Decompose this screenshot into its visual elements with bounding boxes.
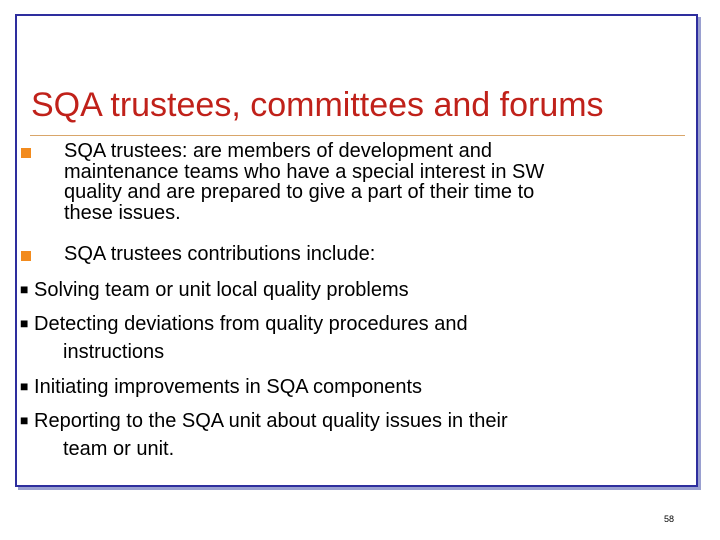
- sub-bullet-marker: ■: [20, 378, 29, 394]
- bullet-line: SQA trustees contributions include:: [64, 243, 376, 265]
- sub-item-text: Detecting deviations from quality procedures and: [34, 313, 468, 335]
- bullet-text: [64, 244, 375, 265]
- bullet-text: [64, 141, 544, 223]
- slide-title: SQA trustees, committees and forums: [31, 86, 604, 124]
- sub-bullet-marker: ■: [20, 315, 29, 331]
- bullet-line: these issues.: [64, 201, 181, 224]
- sub-item-text: Solving team or unit local quality problems: [34, 279, 409, 301]
- bullet-line: quality and are prepared to give a part of their time to: [64, 181, 535, 203]
- sub-bullet-marker: ■: [20, 412, 29, 428]
- sub-item: [20, 275, 409, 304]
- sub-item: [20, 372, 422, 401]
- sub-item-text: instructions: [63, 341, 165, 363]
- sub-item-text: Reporting to the SQA unit about quality issues in their: [34, 410, 508, 432]
- bullet-line: SQA trustees: are members of development and: [64, 140, 492, 162]
- square-bullet-icon: [21, 251, 31, 261]
- sub-item-text: team or unit.: [63, 438, 175, 460]
- sub-item-text: Initiating improvements in SQA components: [34, 376, 422, 398]
- sub-item: [20, 309, 468, 367]
- sub-item: [20, 406, 508, 464]
- page-number: 58: [664, 514, 675, 524]
- sub-bullet-marker: ■: [20, 281, 29, 297]
- square-bullet-icon: [21, 148, 31, 158]
- bullet-line: maintenance teams who have a special interest in SW: [64, 160, 545, 183]
